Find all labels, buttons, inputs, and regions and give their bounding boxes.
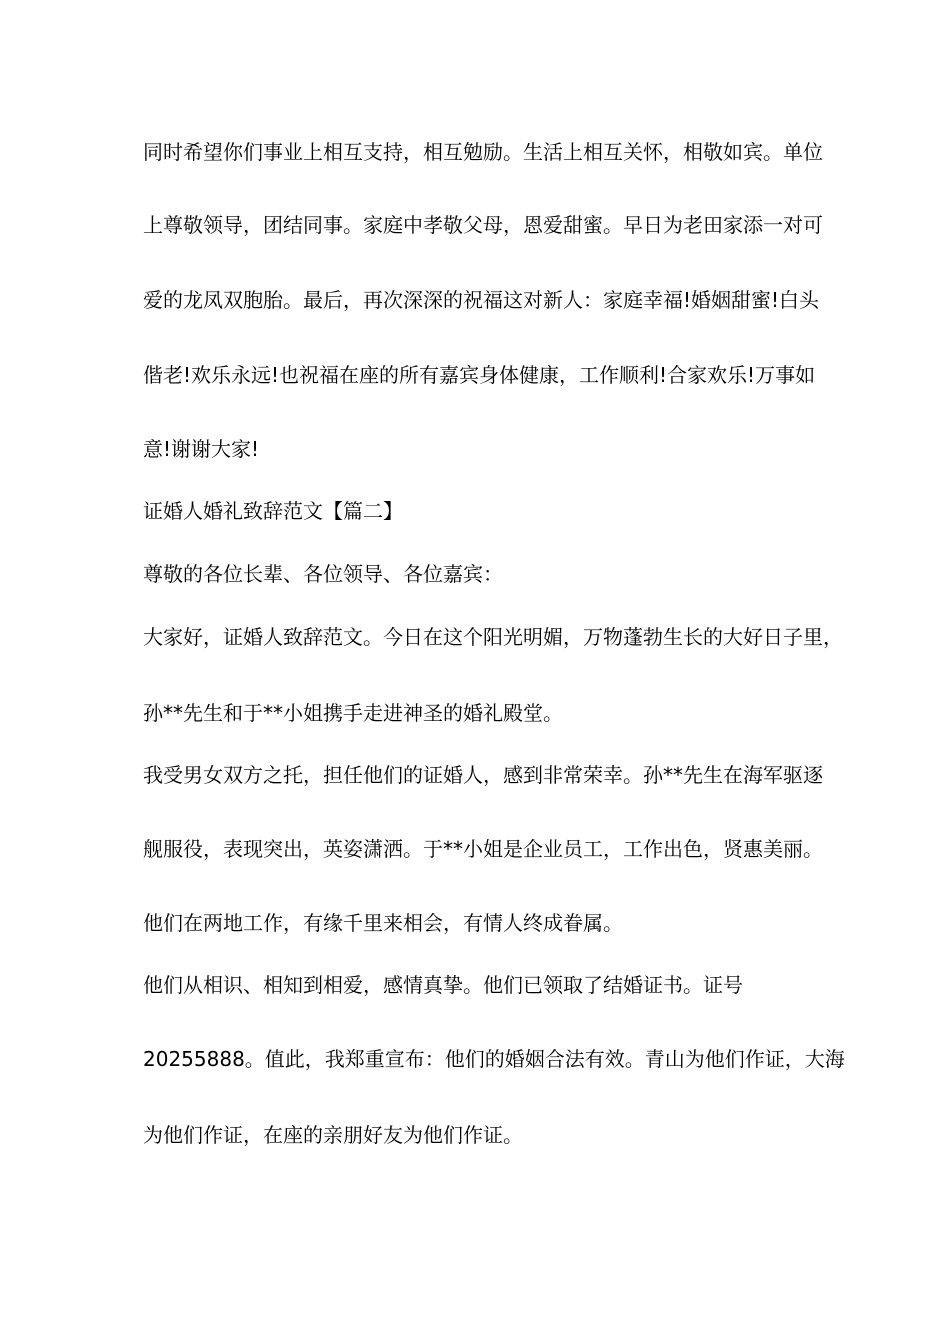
paragraph-line: 偕老!欢乐永远!也祝福在座的所有嘉宾身体健康，工作顺利!合家欢乐!万事如 <box>143 363 816 387</box>
section-heading: 证婚人婚礼致辞范文【篇二】 <box>143 499 403 523</box>
paragraph-line: 爱的龙凤双胞胎。最后，再次深深的祝福这对新人：家庭幸福!婚姻甜蜜!白头 <box>143 288 820 312</box>
salutation-line: 尊敬的各位长辈、各位领导、各位嘉宾： <box>143 562 503 586</box>
paragraph-line: 他们从相识、相知到相爱，感情真挚。他们已领取了结婚证书。证号 <box>143 973 743 997</box>
paragraph-line: 同时希望你们事业上相互支持，相互勉励。生活上相互关怀，相敬如宾。单位 <box>143 140 823 164</box>
paragraph-line: 孙**先生和于**小姐携手走进神圣的婚礼殿堂。 <box>143 701 563 725</box>
paragraph-line: 他们在两地工作，有缘千里来相会，有情人终成眷属。 <box>143 911 623 935</box>
paragraph-line: 20255888。值此，我郑重宣布：他们的婚姻合法有效。青山为他们作证，大海 <box>143 1047 845 1071</box>
paragraph-line: 舰服役，表现突出，英姿潇洒。于**小姐是企业员工，工作出色，贤惠美丽。 <box>143 837 823 861</box>
paragraph-line: 为他们作证，在座的亲朋好友为他们作证。 <box>143 1123 523 1147</box>
paragraph-line: 上尊敬领导，团结同事。家庭中孝敬父母，恩爱甜蜜。早日为老田家添一对可 <box>143 213 823 237</box>
paragraph-line: 意!谢谢大家! <box>143 437 260 461</box>
paragraph-line: 大家好，证婚人致辞范文。今日在这个阳光明媚，万物蓬勃生长的大好日子里， <box>143 625 843 649</box>
paragraph-line: 我受男女双方之托，担任他们的证婚人，感到非常荣幸。孙**先生在海军驱逐 <box>143 763 823 787</box>
